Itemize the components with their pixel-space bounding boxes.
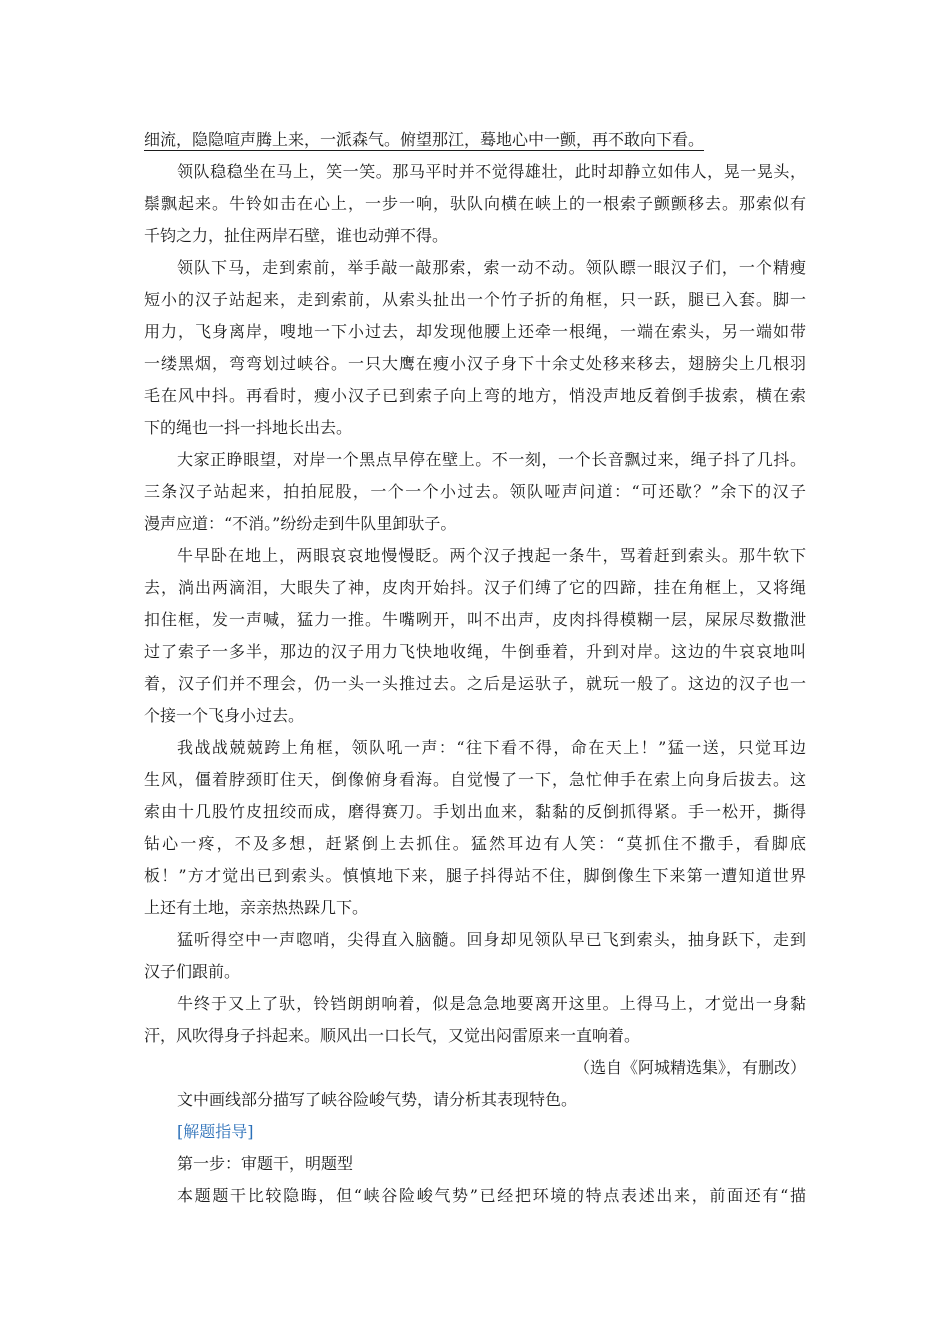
text-line: 下的绳也一抖一抖地长出去。 (144, 418, 353, 437)
text-line: 汉子们跟前。 (144, 962, 241, 981)
text-line: 个接一个飞身小过去。 (144, 706, 305, 725)
text-line: 用力，飞身离岸，嗖地一下小过去，却发现他腰上还牵一根绳，一端在索头，另一端如带 (144, 322, 806, 341)
text-line: 生风，僵着脖颈盯住天，倒像俯身看海。自觉慢了一下，急忙伸手在索上向身后拔去。这 (144, 770, 806, 789)
text-line: 本题题干比较隐晦，但“峡谷险峻气势”已经把环境的特点表述出来，前面还有“描 (177, 1186, 806, 1205)
text-line: 文中画线部分描写了峡谷险峻气势，请分析其表现特色。 (177, 1090, 578, 1109)
source-citation: （选自《阿城精选集》，有删改） (573, 1058, 806, 1077)
text-line: 去，淌出两滴泪，大眼失了神，皮肉开始抖。汉子们缚了它的四蹄，挂在角框上，又将绳 (144, 578, 806, 597)
text-line: 牛早卧在地上，两眼哀哀地慢慢眨。两个汉子拽起一条牛，骂着赶到索头。那牛软下 (177, 546, 806, 565)
text-line: 扣住框，发一声喊，猛力一推。牛嘴咧开，叫不出声，皮肉抖得模糊一层，屎尿尽数撒泄 (144, 610, 806, 629)
section-heading: [解题指导] (177, 1122, 254, 1141)
text-line: 三条汉子站起来，拍拍屁股，一个一个小过去。领队哑声问道：“可还歇？”余下的汉子 (144, 482, 806, 501)
text-line: 板！”方才觉出已到索头。慎慎地下来，腿子抖得站不住，脚倒像生下来第一遭知道世界 (144, 866, 806, 885)
text-line: 毛在风中抖。再看时，瘦小汉子已到索子向上弯的地方，悄没声地反着倒手拔索，横在索 (144, 386, 806, 405)
text-line: 上还有土地，亲亲热热跺几下。 (144, 898, 369, 917)
text-line: 领队下马，走到索前，举手敲一敲那索，索一动不动。领队瞟一眼汉子们，一个精瘦 (177, 258, 806, 277)
text-line: 我战战兢兢跨上角框，领队吼一声：“往下看不得，命在天上！”猛一送，只觉耳边 (177, 738, 806, 757)
text-line: 千钧之力，扯住两岸石壁，谁也动弹不得。 (144, 226, 449, 245)
text-line: 钻心一疼，不及多想，赶紧倒上去抓住。猛然耳边有人笑：“莫抓住不撒手，看脚底 (144, 834, 806, 853)
text-line: 鬃飘起来。牛铃如击在心上，一步一响，驮队向横在峡上的一根索子颤颤移去。那索似有 (144, 194, 806, 213)
text-line: 牛终于又上了驮，铃铛朗朗响着，似是急急地要离开这里。上得马上，才觉出一身黏 (177, 994, 806, 1013)
text-line: 汗，风吹得身子抖起来。顺风出一口长气，又觉出闷雷原来一直响着。 (144, 1026, 641, 1045)
text-line: 一缕黑烟，弯弯划过峡谷。一只大鹰在瘦小汉子身下十余丈处移来移去，翅膀尖上几根羽 (144, 354, 806, 373)
text-line: 领队稳稳坐在马上，笑一笑。那马平时并不觉得雄壮，此时却静立如伟人，晃一晃头， (177, 162, 806, 181)
underlined-passage: 细流，隐隐喧声腾上来，一派森气。俯望那江，蓦地心中一颤，再不敢向下看。 (144, 130, 705, 149)
text-line: 猛听得空中一声唿哨，尖得直入脑髓。回身却见领队早已飞到索头，抽身跃下，走到 (177, 930, 806, 949)
text-line: 短小的汉子站起来，走到索前，从索头扯出一个竹子折的角框，只一跃，腿已入套。脚一 (144, 290, 806, 309)
text-line: 大家正睁眼望，对岸一个黑点早停在壁上。不一刻，一个长音飘过来，绳子抖了几抖。 (177, 450, 806, 469)
text-line: 过了索子一多半，那边的汉子用力飞快地收绳，牛倒垂着，升到对岸。这边的牛哀哀地叫 (144, 642, 806, 661)
text-line: 着，汉子们并不理会，仍一头一头推过去。之后是运驮子，就玩一般了。这边的汉子也一 (144, 674, 806, 693)
text-line: 索由十几股竹皮扭绞而成，磨得赛刀。手划出血来，黏黏的反倒抓得紧。手一松开，撕得 (144, 802, 806, 821)
text-line (144, 125, 806, 155)
text-line: 第一步：审题干，明题型 (177, 1154, 354, 1173)
text-line: 漫声应道：“不消。”纷纷走到牛队里卸驮子。 (144, 514, 457, 533)
